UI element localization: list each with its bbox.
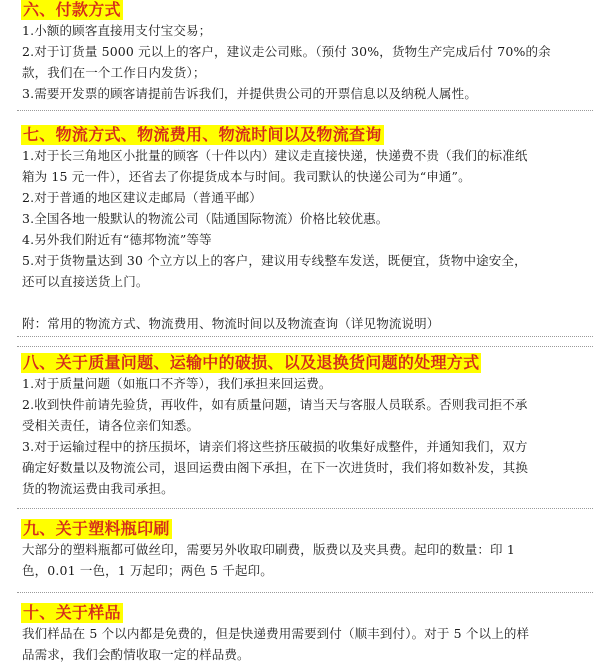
text-line: 货的物流运费由我司承担。 bbox=[22, 481, 174, 496]
text-line: 还可以直接送货上门。 bbox=[22, 274, 149, 289]
text-line: 款，我们在一个工作日内发货）； bbox=[22, 65, 206, 80]
text-line: 4.另外我们附近有“德邦物流”等等 bbox=[22, 232, 212, 247]
text-line: 箱为 15 元一件），还省去了你提货成本与时间。我司默认的快递公司为“申通”。 bbox=[22, 169, 471, 184]
text-line: 2.对于普通的地区建议走邮局（普通平邮） bbox=[22, 190, 262, 205]
text-line: 品需求，我们会酌情收取一定的样品费。 bbox=[22, 647, 250, 662]
section-divider bbox=[17, 110, 593, 111]
text-line: 1.对于长三角地区小批量的顾客（十件以内）建议走直接快递，快递费不贵（我们的标准纸 bbox=[22, 148, 528, 163]
text-line: 3.需要开发票的顾客请提前告诉我们，并提供贵公司的开票信息以及纳税人属性。 bbox=[22, 86, 477, 101]
blank-line bbox=[22, 293, 594, 313]
text-line: 5.对于货物量达到 30 个立方以上的客户，建议用专线整车发送，既便宜，货物中途安全， bbox=[22, 253, 527, 268]
text-line: 受相关责任，请各位亲们知悉。 bbox=[22, 418, 200, 433]
text-line: 大部分的塑料瓶都可做丝印，需要另外收取印刷费，版费以及夹具费。起印的数量：印 1 bbox=[22, 542, 515, 557]
text-line: 1.对于质量问题（如瓶口不齐等），我们承担来回运费。 bbox=[22, 376, 332, 391]
text-line: 2.收到快件前请先验货，再收件，如有质量问题，请当天与客服人员联系。否则我司拒不承 bbox=[22, 397, 528, 412]
section-heading-payment: 六、付款方式 bbox=[23, 0, 121, 19]
text-line: 3.全国各地一般默认的物流公司（陆通国际物流）价格比较优惠。 bbox=[22, 211, 389, 226]
section-divider bbox=[17, 336, 593, 337]
section-heading-quality-damage-returns: 八、关于质量问题、运输中的破损、以及退换货问题的处理方式 bbox=[23, 353, 480, 372]
logistics-note: 附：常用的物流方式、物流费用、物流时间以及物流查询（详见物流说明） bbox=[22, 316, 440, 331]
section-divider bbox=[17, 508, 593, 509]
section-heading-bottle-printing: 九、关于塑料瓶印刷 bbox=[23, 519, 170, 538]
text-line: 3.对于运输过程中的挤压损坏，请亲们将这些挤压破损的收集好成整件，并通知我们，双方 bbox=[22, 439, 528, 454]
section-heading-logistics: 七、物流方式、物流费用、物流时间以及物流查询 bbox=[23, 125, 382, 144]
section-divider bbox=[17, 346, 593, 347]
text-line: 确定好数量以及物流公司，退回运费由阁下承担，在下一次进货时，我们将如数补发，其换 bbox=[22, 460, 529, 475]
text-line: 1.小额的顾客直接用支付宝交易； bbox=[22, 23, 212, 38]
section-heading-samples: 十、关于样品 bbox=[23, 603, 121, 622]
text-line: 2.对于订货量 5000 元以上的客户，建议走公司账。（预付 30%，货物生产完成后付 70%的余 bbox=[22, 44, 551, 59]
section-divider bbox=[17, 592, 593, 593]
text-line: 我们样品在 5 个以内都是免费的，但是快递费用需要到付（顺丰到付）。对于 5 个以上的样 bbox=[22, 626, 530, 641]
text-line: 色，0.01 一色，1 万起印；两色 5 千起印。 bbox=[22, 563, 273, 578]
